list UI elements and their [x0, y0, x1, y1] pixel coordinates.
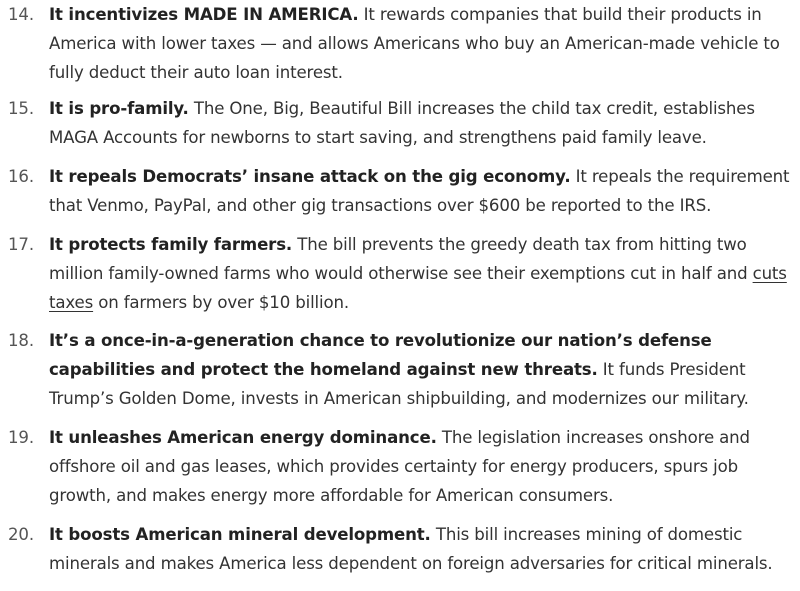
item-text: This bill increases mining of domestic minerals and makes America less dependent on foreign adversaries for critical minerals.: [49, 525, 773, 573]
list-item-15: [0, 94, 800, 152]
list-item-17: [0, 230, 800, 317]
list-item-16: [0, 162, 800, 220]
item-lead: It boosts American mineral development.: [49, 525, 431, 544]
item-text: It repeals the requirement that Venmo, PayPal, and other gig transactions over $600 be reported to the IRS.: [49, 167, 790, 215]
item-lead: It unleashes American energy dominance.: [49, 428, 437, 447]
item-lead: It incentivizes MADE IN AMERICA.: [49, 5, 359, 24]
item-text: The bill prevents the greedy death tax from hitting two million family-owned farms who would otherwise see their exemptions cut in half and: [49, 235, 753, 283]
item-number: 14.: [8, 5, 34, 24]
item-text-after: on farmers by over $10 billion.: [93, 293, 349, 312]
item-number: 18.: [8, 331, 34, 350]
item-number: 15.: [8, 99, 34, 118]
item-number: 16.: [8, 167, 34, 186]
item-text: The One, Big, Beautiful Bill increases the child tax credit, establishes MAGA Accounts for newborns to start saving, and strengthens paid family leave.: [49, 99, 755, 147]
item-number: 20.: [8, 525, 34, 544]
item-lead: It is pro-family.: [49, 99, 189, 118]
item-text: The legislation increases onshore and offshore oil and gas leases, which provides certainty for energy producers, spurs job growth, and makes energy more affordable for American consumers.: [49, 428, 750, 505]
item-number: 17.: [8, 235, 34, 254]
item-lead: It protects family farmers.: [49, 235, 293, 254]
cuts-taxes-link[interactable]: cuts taxes: [49, 264, 787, 312]
list-item-14: [0, 0, 800, 87]
item-text: It funds President Trump’s Golden Dome, invests in American shipbuilding, and modernizes our military.: [49, 360, 749, 408]
item-lead: It repeals Democrats’ insane attack on the gig economy.: [49, 167, 571, 186]
list-item-20: [0, 520, 800, 578]
list-item-19: [0, 423, 800, 510]
item-number: 19.: [8, 428, 34, 447]
item-text: It rewards companies that build their products in America with lower taxes — and allows Americans who buy an American-made vehicle to fully deduct their auto loan interest.: [49, 5, 780, 82]
list-item-18: [0, 326, 800, 413]
item-lead: It’s a once-in-a-generation chance to revolutionize our nation’s defense capabilities and protect the homeland against new threats.: [49, 331, 712, 379]
